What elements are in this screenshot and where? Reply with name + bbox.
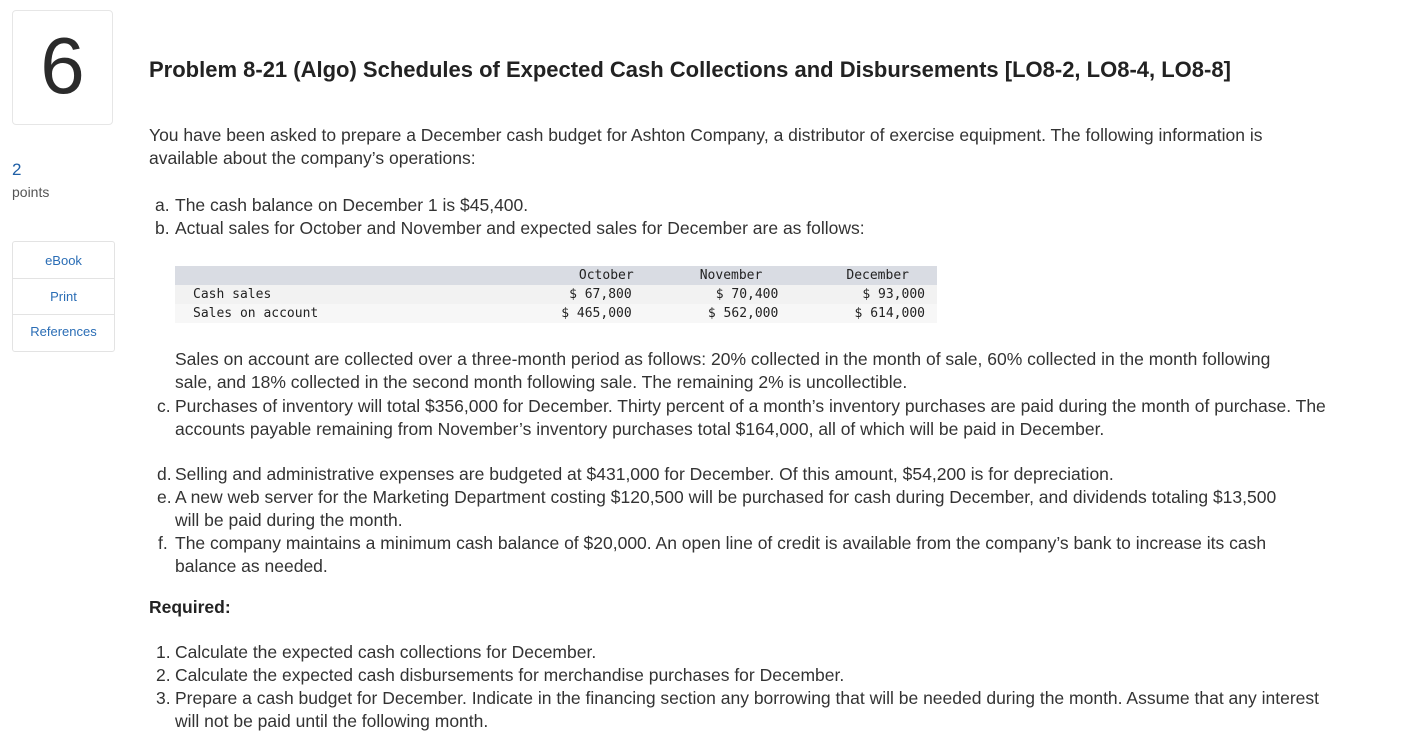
item-marker: c.: [157, 396, 171, 416]
cell-october: $ 67,800: [569, 287, 632, 302]
item-d: [157, 463, 1332, 486]
item-marker: a.: [155, 195, 170, 215]
references-link[interactable]: References: [30, 324, 97, 339]
item-marker: d.: [157, 464, 172, 484]
item-text: Actual sales for October and November and expected sales for December are as follows:: [175, 218, 865, 238]
item-marker: 1.: [156, 642, 171, 662]
points-value: 2: [12, 160, 22, 179]
row-label: Cash sales: [193, 287, 272, 302]
row-label: Sales on account: [193, 306, 319, 321]
table-row: [175, 285, 937, 304]
question-number-box: [12, 10, 113, 125]
item-text: The company maintains a minimum cash balance of $20,000. An open line of credit is available from the company’s bank to increase its cash balance as needed.: [175, 533, 1267, 576]
cell-october: $ 465,000: [561, 306, 632, 321]
question-number: 6: [40, 20, 85, 110]
table-header-october: October: [578, 268, 634, 283]
item-text: The cash balance on December 1 is $45,400.: [175, 195, 529, 215]
item-a: [155, 194, 1315, 217]
cell-november: $ 70,400: [715, 287, 779, 302]
ebook-link[interactable]: eBook: [13, 242, 114, 279]
item-c: [157, 395, 1332, 441]
item-marker: f.: [158, 533, 168, 553]
table-header-blank: [175, 266, 530, 285]
item-e: [157, 486, 1297, 532]
item-marker: 3.: [156, 688, 171, 708]
item-b-continuation: Sales on account are collected over a three-month period as follows: 20% collected in the month of sale, 60% collected in the month following sale, and 18% collected in the second month following sale. The remaining 2% is uncollectible.: [175, 349, 1271, 392]
item-marker: b.: [155, 218, 170, 238]
points-label: points: [12, 184, 50, 200]
required-item-3: [156, 687, 1336, 733]
item-text: Calculate the expected cash disbursements for merchandise purchases for December.: [175, 665, 845, 685]
item-text: Purchases of inventory will total $356,000 for December. Thirty percent of a month’s inventory purchases are paid during the month of purchase. The accounts payable remaining from November’s inventory purchases total $164,000, all of which will be paid in December.: [175, 396, 1326, 439]
table-header-november: November: [699, 268, 763, 283]
item-text: Calculate the expected cash collections for December.: [175, 642, 597, 662]
required-heading: Required:: [149, 597, 231, 617]
table-row: [175, 304, 937, 323]
table-header-row: [175, 266, 937, 285]
print-link[interactable]: Print: [13, 279, 114, 315]
item-text: Prepare a cash budget for December. Indicate in the financing section any borrowing that will be needed during the month. Assume that any interest will not be paid until the following month.: [175, 688, 1320, 731]
item-marker: 2.: [156, 665, 171, 685]
cell-december: $ 93,000: [862, 287, 925, 302]
problem-intro: You have been asked to prepare a December cash budget for Ashton Company, a distributor of exercise equipment. The following information is available about the company’s operations:: [149, 125, 1263, 168]
item-b: [155, 217, 1315, 240]
cell-december: $ 614,000: [854, 306, 925, 321]
problem-title: Problem 8-21 (Algo) Schedules of Expected Cash Collections and Disbursements [LO8-2, LO8-4, LO8-8]: [149, 57, 1231, 82]
sales-table: [175, 266, 937, 323]
resource-links: [12, 241, 115, 352]
item-f: [158, 532, 1278, 578]
item-text: A new web server for the Marketing Department costing $120,500 will be purchased for cash during December, and dividends totaling $13,500 will be paid during the month.: [175, 487, 1277, 530]
required-item-2: [156, 664, 1336, 687]
required-item-1: [156, 641, 1336, 664]
table-header-december: December: [846, 268, 909, 283]
item-marker: e.: [157, 487, 172, 507]
item-text: Selling and administrative expenses are budgeted at $431,000 for December. Of this amount, $54,200 is for depreciation.: [175, 464, 1114, 484]
cell-november: $ 562,000: [707, 306, 779, 321]
